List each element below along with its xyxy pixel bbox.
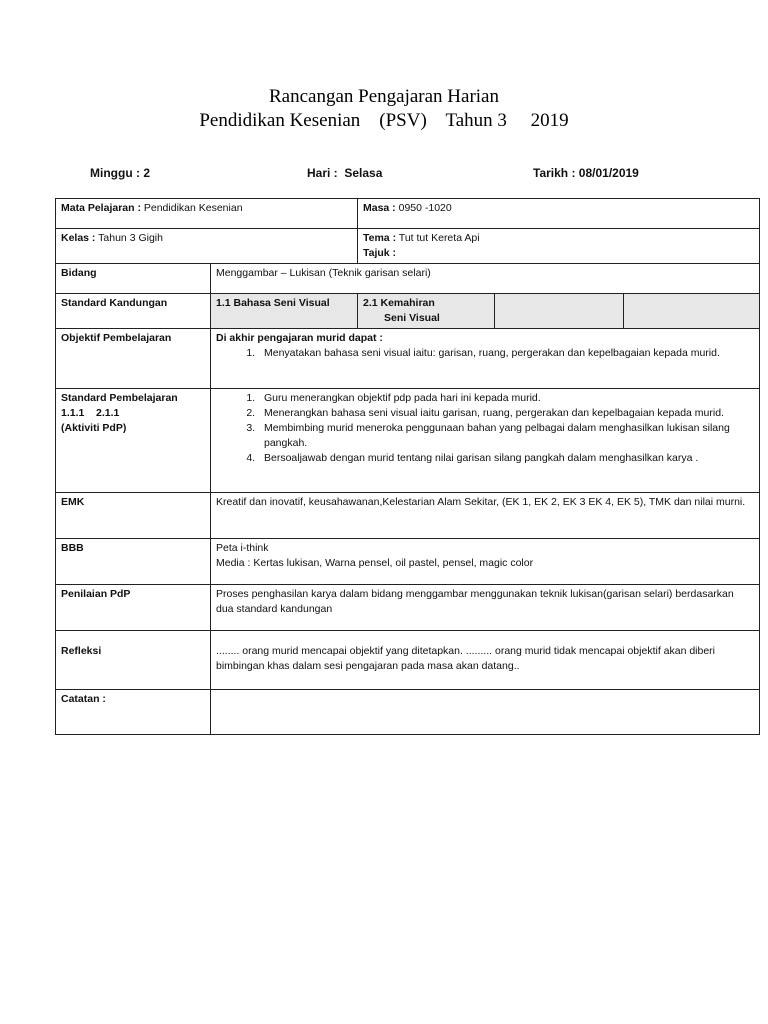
- tajuk-label: Tajuk :: [363, 247, 397, 259]
- cell-kelas: [56, 229, 358, 264]
- row-bbb: [56, 539, 760, 585]
- document-subtitle: Pendidikan Kesenian (PSV) Tahun 3 2019: [199, 110, 569, 131]
- aktiviti-item: 3. Membimbing murid meneroka penggunaan bahan yang pelbagai dalam menghasilkan lukisan silang pangkah.: [258, 421, 754, 451]
- sk-empty-cell-2: [624, 294, 760, 329]
- lesson-plan-table: [55, 198, 760, 735]
- penilaian-label: Penilaian PdP: [56, 585, 211, 631]
- standard-pembelajaran-label: Standard Pembelajaran: [61, 392, 178, 404]
- bidang-value: Menggambar – Lukisan (Teknik garisan selari): [211, 264, 760, 294]
- catatan-label: Catatan :: [56, 690, 211, 735]
- row-kelas: [56, 229, 760, 264]
- penilaian-value: Proses penghasilan karya dalam bidang menggambar menggunakan teknik lukisan(garisan selari) berdasarkan dua standard kandungan: [211, 585, 760, 631]
- refleksi-label: Refleksi: [56, 631, 211, 690]
- cell-objektif: [211, 329, 760, 389]
- tarikh-label: Tarikh : 08/01/2019: [533, 166, 639, 180]
- sk-bahasa-seni-visual: 1.1 Bahasa Seni Visual: [211, 294, 358, 329]
- bbb-label: BBB: [56, 539, 211, 585]
- row-standard-kandungan: [56, 294, 760, 329]
- row-mata-pelajaran: [56, 199, 760, 229]
- cell-masa: [358, 199, 760, 229]
- aktiviti-list: [216, 391, 754, 466]
- row-penilaian: [56, 585, 760, 631]
- refleksi-value: ........ orang murid mencapai objektif yang ditetapkan. ......... orang murid tidak mencapai objektif akan diberi bimbingan khas dalam sesi pengajaran pada masa akan datang..: [211, 631, 760, 690]
- hari-label: Hari : Selasa: [307, 166, 383, 180]
- document-title: Rancangan Pengajaran Harian: [268, 86, 499, 107]
- kelas-value: Tahun 3 Gigih: [95, 232, 163, 244]
- tema-label: Tema :: [363, 232, 397, 244]
- bbb-line-1: Peta i-think: [216, 542, 269, 554]
- cell-mata-pelajaran: [56, 199, 358, 229]
- row-catatan: [56, 690, 760, 735]
- kelas-label: Kelas :: [61, 232, 96, 244]
- tema-value: Tut tut Kereta Api: [396, 232, 480, 244]
- mata-pelajaran-label: Mata Pelajaran :: [61, 202, 141, 214]
- catatan-value: [211, 690, 760, 735]
- objektif-item: 1. Menyatakan bahasa seni visual iaitu: garisan, ruang, pergerakan dan kepelbagaian kepada murid.: [258, 346, 754, 361]
- sk-kemahiran-line2: Seni Visual: [384, 312, 440, 324]
- aktiviti-item: 2. Menerangkan bahasa seni visual iaitu garisan, ruang, pergerakan dan kepelbagaian kepada murid.: [258, 406, 754, 421]
- objektif-list: [216, 346, 754, 361]
- cell-bbb: [211, 539, 760, 585]
- standard-kandungan-label: Standard Kandungan: [56, 294, 211, 329]
- row-bidang: [56, 264, 760, 294]
- row-refleksi: [56, 631, 760, 690]
- masa-value: 0950 -1020: [395, 202, 452, 214]
- sk-kemahiran-seni-visual: [358, 294, 495, 329]
- standard-pembelajaran-codes: 1.1.1 2.1.1: [61, 407, 120, 419]
- cell-standard-pembelajaran-label: [56, 389, 211, 493]
- sk-kemahiran-line1: 2.1 Kemahiran: [363, 297, 435, 309]
- mata-pelajaran-value: Pendidikan Kesenian: [140, 202, 243, 214]
- emk-label: EMK: [56, 493, 211, 539]
- row-emk: [56, 493, 760, 539]
- row-standard-pembelajaran: [56, 389, 760, 493]
- objektif-intro: Di akhir pengajaran murid dapat :: [216, 332, 383, 344]
- bbb-line-2: Media : Kertas lukisan, Warna pensel, oil pastel, pensel, magic color: [216, 557, 534, 569]
- row-objektif: [56, 329, 760, 389]
- cell-aktiviti: [211, 389, 760, 493]
- minggu-label: Minggu : 2: [90, 166, 150, 180]
- aktiviti-item: 4. Bersoaljawab dengan murid tentang nilai garisan silang pangkah dalam menghasilkan karya .: [258, 451, 754, 466]
- masa-label: Masa :: [363, 202, 396, 214]
- aktiviti-pdp-label: (Aktiviti PdP): [61, 422, 127, 434]
- aktiviti-item: 1. Guru menerangkan objektif pdp pada hari ini kepada murid.: [258, 391, 754, 406]
- objektif-label: Objektif Pembelajaran: [56, 329, 211, 389]
- sk-empty-cell-1: [495, 294, 624, 329]
- bidang-label: Bidang: [56, 264, 211, 294]
- cell-tema-tajuk: [358, 229, 760, 264]
- emk-value: Kreatif dan inovatif, keusahawanan,Kelestarian Alam Sekitar, (EK 1, EK 2, EK 3 EK 4, EK 5), TMK dan nilai murni.: [211, 493, 760, 539]
